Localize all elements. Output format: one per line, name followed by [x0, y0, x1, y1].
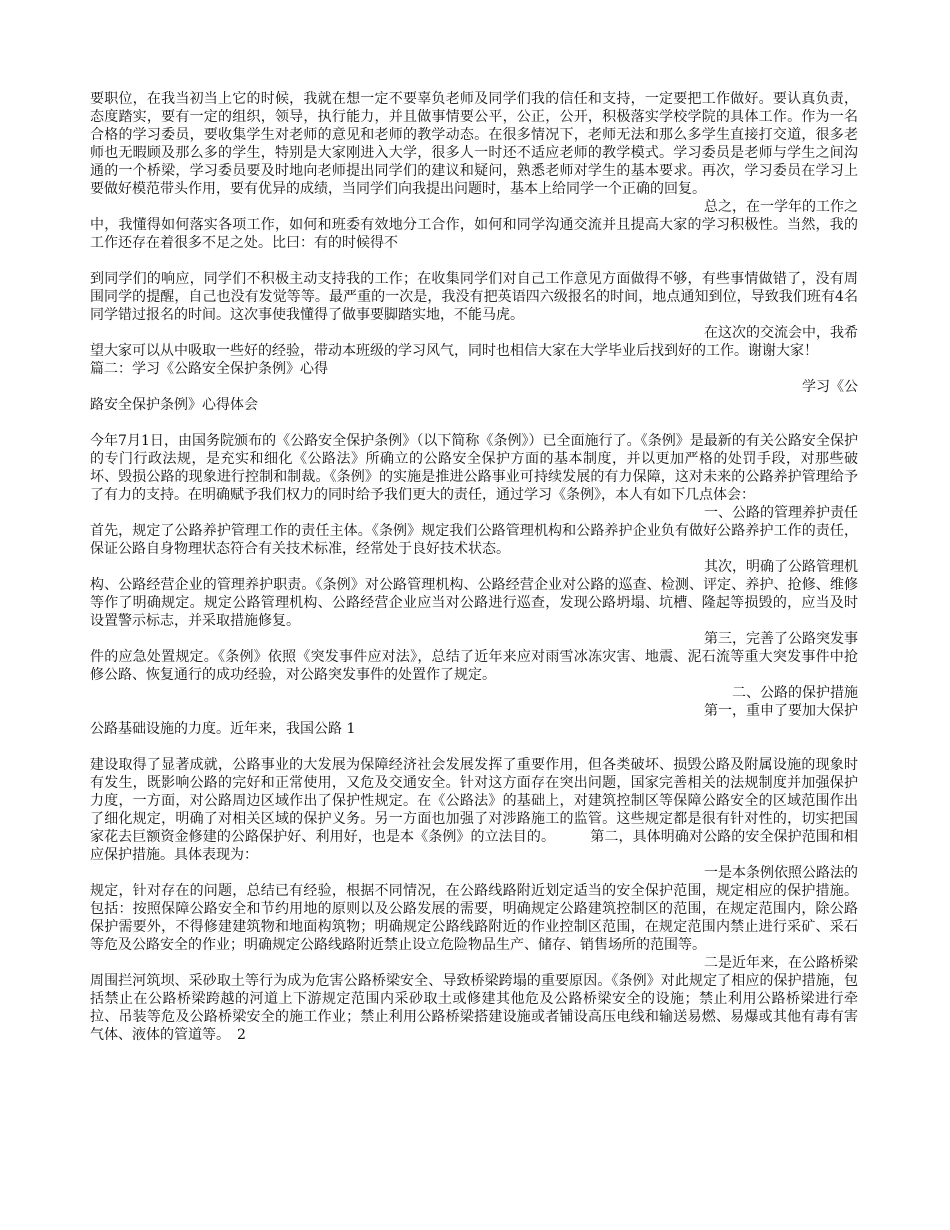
document-body [90, 90, 858, 1044]
paragraph: 到同学们的响应，同学们不积极主动支持我的工作；在收集同学们对自己工作意见方面做得不够，有些事情做错了，没有周围同学的提醒，自己也没有发觉等等。最严重的一次是，我没有把英语四六级报名的时间，地点通知到位，导致我们班有4名同学错过报名的时间。这次事使我懂得了做事要脚踏实地，不能马虎。 [90, 271, 858, 323]
paragraph: 建设取得了显著成就，公路事业的大发展为保障经济社会发展发挥了重要作用，但各类破坏、损毁公路及附属设施的现象时有发生，既影响公路的完好和正常使用，又危及交通安全。针对这方面存在突出问题，国家完善相关的法规制度并加强保护力度，一方面，对公路周边区域作出了保护性规定。在《公路法》的基础上，对建筑控制区等保障公路安全的区域范围作出了细化规定，明确了对相关区域的保护义务。另一方面也加强了对涉路施工的监管。这些规定都是很有针对性的，切实把国家花去巨额资金修建的公路保护好、利用好，也是本《条例》的立法目的。 第二，具体明确对公路的安全保护范围和相应保护措施。具体表现为： [90, 757, 858, 863]
paragraph: 构、公路经营企业的管理养护职责。《条例》对公路管理机构、公路经营企业对公路的巡查、检测、评定、养护、抢修、维修等作了明确规定。规定公路管理机构、公路经营企业应当对公路进行巡查，发现公路坍塌、坑槽、隆起等损毁的，应当及时设置警示标志，并采取措施修复。 [90, 577, 858, 629]
paragraph-lead: 第三，完善了公路突发事 [704, 631, 858, 647]
paragraph: 规定，针对存在的问题，总结已有经验，根据不同情况，在公路线路附近划定适当的安全保护范围，规定相应的保护措施。包括：按照保障公路安全和节约用地的原则以及公路发展的需要，明确规定公路建筑控制区的范围，在规定范围内，除公路保护需要外，不得修建建筑物和地面构筑物；明确规定公路线路附近的作业控制区范围，在规定范围内禁止进行采矿、采石等危及公路安全的作业；明确规定公路线路附近禁止设立危险物品生产、储存、销售场所的范围等。 [90, 883, 858, 953]
subheading: 二、公路的保护措施 [732, 685, 858, 701]
section-heading: 篇二：学习《公路安全保护条例》心得 [90, 361, 328, 377]
document-title: 路安全保护条例》心得体会 [90, 397, 258, 413]
paragraph-lead: 其次，明确了公路管理机 [704, 559, 858, 575]
blank-line [90, 252, 858, 270]
paragraph: 周围拦河筑坝、采砂取土等行为成为危害公路桥梁安全、导致桥梁跨塌的重要原因。《条例》对此规定了相应的保护措施，包括禁止在公路桥梁跨越的河道上下游规定范围内采砂取土或修建其他危及公路桥梁安全的设施；禁止利用公路桥梁进行牵拉、吊装等危及公路桥梁安全的施工作业；禁止利用公路桥梁搭建设施或者铺设高压电线和输送易燃、易爆或其他有毒有害气体、液体的管道等。 2 [90, 973, 858, 1043]
paragraph-lead: 第一，重申了要加大保护 [704, 703, 858, 719]
paragraph: 公路基础设施的力度。近年来，我国公路 1 [90, 721, 356, 737]
paragraph: 望大家可以从中吸取一些好的经验，带动本班级的学习风气，同时也相信大家在大学毕业后找到好的工作。谢谢大家！ [90, 343, 818, 359]
blank-line [90, 738, 858, 756]
paragraph-lead: 在这次的交流会中，我希 [704, 325, 858, 341]
paragraph: 中，我懂得如何落实各项工作，如何和班委有效地分工合作，如何和同学沟通交流并且提高大家的学习积极性。当然，我的工作还存在着很多不足之处。比曰：有的时候得不 [90, 217, 858, 251]
paragraph-lead: 一是本条例依照公路法的 [704, 865, 858, 881]
title-lead: 学习《公 [802, 379, 858, 395]
paragraph: 今年7月1日，由国务院颁布的《公路安全保护条例》（以下简称《条例》）已全面施行了。《条例》是最新的有关公路安全保护的专门行政法规，是充实和细化《公路法》所确立的公路安全保护方面的基本制度，并以更加严格的处罚手段，对那些破坏、毁损公路的现象进行控制和制裁。《条例》的实施是推进公路事业可持续发展的有力保障，这对未来的公路养护管理给予了有力的支持。在明确赋予我们权力的同时给予我们更大的责任，通过学习《条例》，本人有如下几点体会： [90, 433, 858, 503]
blank-line [90, 414, 858, 432]
paragraph: 要职位，在我当初当上它的时候，我就在想一定不要辜负老师及同学们我的信任和支持，一定要把工作做好。要认真负责，态度踏实，要有一定的组织，领导，执行能力，并且做事情要公平，公正，公开，积极落实学校学院的具体工作。作为一名合格的学习委员，要收集学生对老师的意见和老师的教学动态。在很多情况下，老师无法和那么多学生直接打交道，很多老师也无暇顾及那么多的学生，特别是大家刚进入大学，很多人一时还不适应老师的教学模式。学习委员是老师与学生之间沟通的一个桥梁，学习委员要及时地向老师提出同学们的建议和疑问，熟悉老师对学生的基本要求。再次，学习委员在学习上要做好模范带头作用，要有优异的成绩，当同学们向我提出问题时，基本上给同学一个正确的回复。 [90, 91, 858, 197]
paragraph-lead: 总之，在一学年的工作之 [704, 199, 858, 215]
paragraph-lead: 二是近年来，在公路桥梁 [704, 955, 858, 971]
paragraph: 首先，规定了公路养护管理工作的责任主体。《条例》规定我们公路管理机构和公路养护企业负有做好公路养护工作的责任，保证公路自身物理状态符合有关技术标准，经常处于良好技术状态。 [90, 523, 858, 557]
subheading: 一、公路的管理养护责任 [704, 505, 858, 521]
paragraph: 件的应急处置规定。《条例》依照《突发事件应对法》，总结了近年来应对雨雪冰冻灾害、地震、泥石流等重大突发事件中抢修公路、恢复通行的成功经验，对公路突发事件的处置作了规定。 [90, 649, 858, 683]
